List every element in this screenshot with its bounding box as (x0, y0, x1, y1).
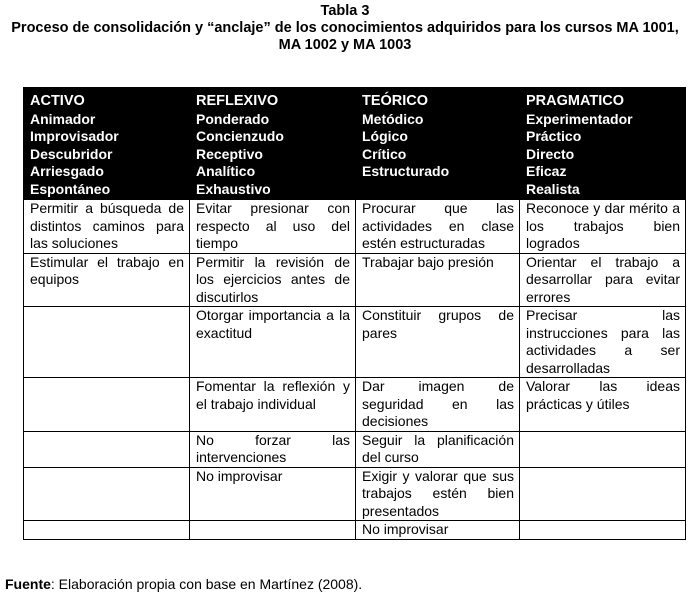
table-cell: No improvisar (356, 521, 520, 540)
table-row (24, 521, 686, 540)
table-cell: Permitir la revisión de los ejercicios antes de discutirlos (190, 253, 356, 307)
table-cell: Precisar las instrucciones para las actividades a ser desarrolladas (520, 307, 686, 378)
header-activo (24, 88, 190, 200)
header-row (24, 88, 686, 200)
table-cell: Evitar presionar con respecto al uso del tiempo (190, 200, 356, 254)
header-trait: Exhaustivo (196, 180, 271, 197)
table-row (24, 467, 686, 521)
header-trait: Práctico (526, 128, 582, 144)
header-trait: Experimentador (526, 110, 633, 127)
table-row (24, 431, 686, 467)
table-row (24, 307, 686, 378)
table-cell: Valorar las ideas prácticas y útiles (520, 378, 686, 432)
header-trait: Animador (30, 110, 96, 127)
header-trait: Crítico (362, 145, 407, 162)
header-trait: Receptivo (196, 145, 263, 162)
header-pragmatico (520, 88, 686, 200)
table-cell (24, 431, 190, 467)
header-trait: Analítico (196, 163, 256, 179)
table-subtitle: Proceso de consolidación y “anclaje” de los conocimientos adquiridos para los cursos MA 1001, MA 1002 y MA 1003 (11, 20, 679, 53)
table-cell (24, 378, 190, 432)
source-note (5, 576, 362, 593)
table-cell: No forzar las intervenciones (190, 431, 356, 467)
table-cell (24, 307, 190, 378)
table-label: Tabla 3 (320, 3, 370, 19)
header-trait: Ponderado (196, 110, 270, 127)
table-cell (520, 521, 686, 540)
header-trait: Lógico (362, 128, 408, 144)
header-trait: Concienzudo (196, 128, 284, 144)
header-trait: Directo (526, 145, 575, 162)
header-title: PRAGMATICO (526, 93, 625, 109)
table-cell (24, 467, 190, 521)
header-title: TEÓRICO (362, 93, 429, 109)
header-trait: Metódico (362, 110, 424, 127)
source-label: Fuente (5, 576, 51, 592)
table-cell: No improvisar (190, 467, 356, 521)
table-cell: Procurar que las actividades en clase estén estructuradas (356, 200, 520, 254)
table-cell: Otorgar importancia a la exactitud (190, 307, 356, 378)
table-cell: Reconoce y dar mérito a los trabajos bien logrados (520, 200, 686, 254)
table-cell: Exigir y valorar que sus trabajos estén bien presentados (356, 467, 520, 521)
table-cell: Dar imagen de seguridad en las decisiones (356, 378, 520, 432)
header-trait: Arriesgado (30, 163, 104, 179)
header-teorico (356, 88, 520, 200)
header-trait: Eficaz (526, 163, 567, 179)
table-row (24, 253, 686, 307)
table-row (24, 378, 686, 432)
header-reflexivo (190, 88, 356, 200)
source-text: : Elaboración propia con base en Martínez (2008). (50, 576, 363, 592)
table-cell (520, 467, 686, 521)
header-title: REFLEXIVO (196, 93, 279, 109)
header-trait: Estructurado (362, 163, 450, 179)
table-cell: Permitir a búsqueda de distintos caminos para las soluciones (24, 200, 190, 254)
header-trait: Realista (526, 180, 580, 197)
table-caption (0, 3, 690, 54)
table-cell (24, 521, 190, 540)
table-cell: Constituir grupos de pares (356, 307, 520, 378)
header-trait: Espontáneo (30, 180, 111, 197)
table-cell: Seguir la planificación del curso (356, 431, 520, 467)
table-cell (520, 431, 686, 467)
header-trait: Improvisador (30, 128, 119, 144)
table-cell: Orientar el trabajo a desarrollar para evitar errores (520, 253, 686, 307)
table-cell: Estimular el trabajo en equipos (24, 253, 190, 307)
table-cell (190, 521, 356, 540)
learning-styles-table (23, 87, 686, 540)
table-cell: Fomentar la reflexión y el trabajo individual (190, 378, 356, 432)
header-trait: Descubridor (30, 145, 113, 162)
header-title: ACTIVO (30, 93, 85, 109)
table-row (24, 200, 686, 254)
table-cell: Trabajar bajo presión (356, 253, 520, 307)
